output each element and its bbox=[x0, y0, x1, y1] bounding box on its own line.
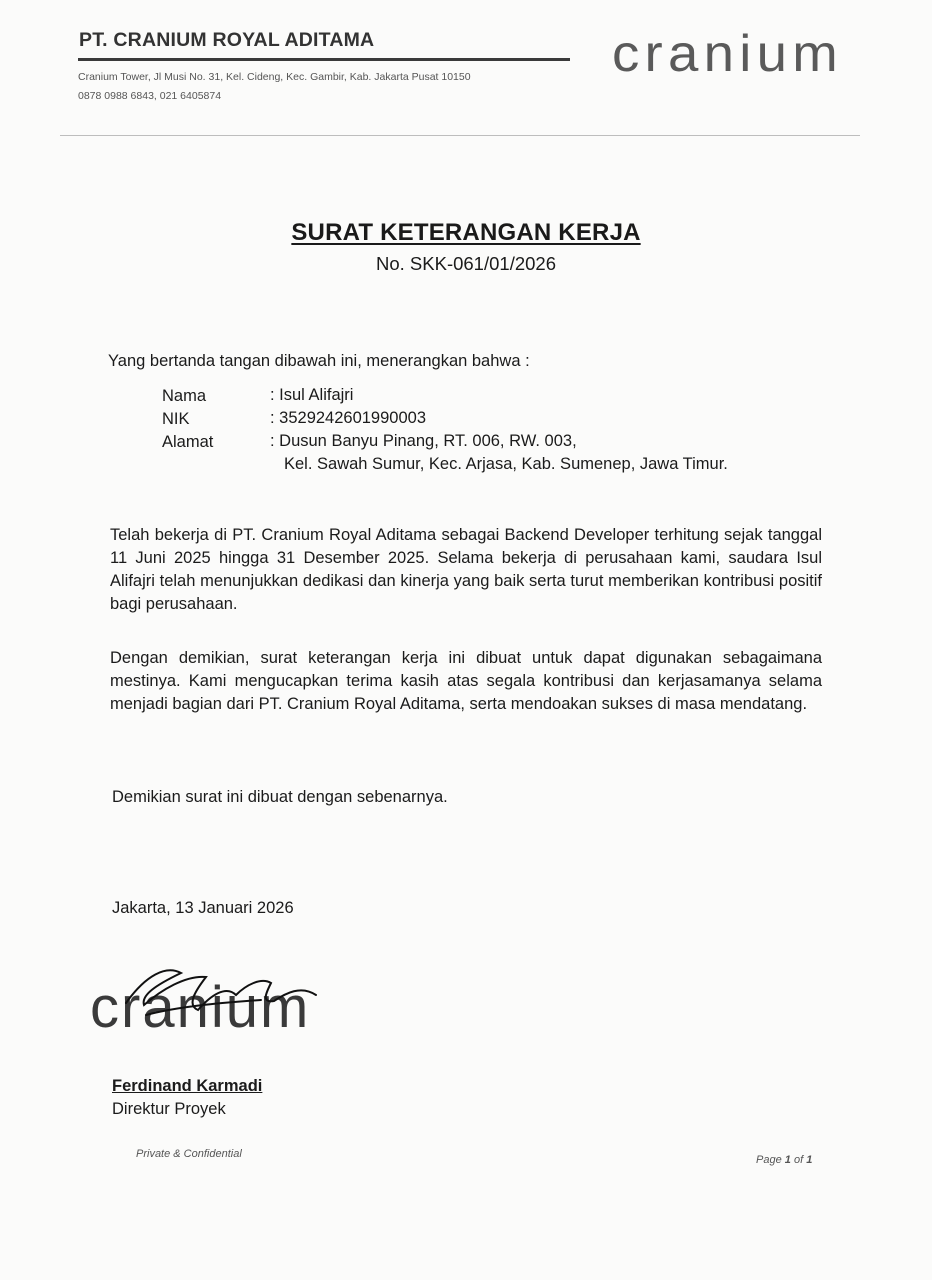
page-prefix: Page bbox=[756, 1154, 782, 1166]
page-of: of bbox=[793, 1154, 804, 1166]
document-number: No. SKK-061/01/2026 bbox=[376, 253, 556, 274]
field-value-alamat: : Dusun Banyu Pinang, RT. 006, RW. 003, bbox=[270, 432, 577, 450]
title-wrapper bbox=[0, 219, 932, 247]
page-total: 1 bbox=[806, 1154, 813, 1166]
company-logo: cranium bbox=[612, 25, 843, 83]
company-phone: 0878 0988 6843, 021 6405874 bbox=[78, 90, 222, 102]
page-indicator bbox=[756, 1154, 812, 1166]
signatory-name: Ferdinand Karmadi bbox=[112, 1077, 263, 1095]
place-date: Jakarta, 13 Januari 2026 bbox=[112, 899, 294, 917]
company-address: Cranium Tower, Jl Musi No. 31, Kel. Cideng, Kec. Gambir, Kab. Jakarta Pusat 10150 bbox=[78, 71, 471, 83]
field-value-nama: : Isul Alifajri bbox=[270, 386, 354, 404]
stamp-text: cranium bbox=[90, 975, 311, 1040]
confidential-note: Private & Confidential bbox=[136, 1148, 242, 1160]
closing-statement: Demikian surat ini dibuat dengan sebenarnya. bbox=[112, 788, 448, 806]
field-label-nik: NIK bbox=[162, 410, 190, 428]
field-label-alamat: Alamat bbox=[162, 433, 214, 451]
document-title: SURAT KETERANGAN KERJA bbox=[291, 219, 641, 246]
header-separator bbox=[60, 135, 860, 136]
field-value-alamat-line2: Kel. Sawah Sumur, Kec. Arjasa, Kab. Sumenep, Jawa Timur. bbox=[284, 455, 728, 473]
signature-stamp bbox=[86, 955, 376, 1045]
paragraph-closing-thanks: Dengan demikian, surat keterangan kerja ini dibuat untuk dapat digunakan sebagaimana mestinya. Kami mengucapkan terima kasih atas segala kontribusi dan kerjasamanya selama menjadi bagian dari PT. Cranium Royal Aditama, serta mendoakan sukses di masa mendatang. bbox=[110, 649, 822, 713]
field-value-nik: : 3529242601990003 bbox=[270, 409, 426, 427]
intro-text: Yang bertanda tangan dibawah ini, menerangkan bahwa : bbox=[108, 352, 530, 370]
signatory-position: Direktur Proyek bbox=[112, 1100, 226, 1118]
header-rule bbox=[78, 58, 570, 61]
field-label-nama: Nama bbox=[162, 387, 207, 405]
paragraph-employment: Telah bekerja di PT. Cranium Royal Aditama sebagai Backend Developer terhitung sejak tanggal 11 Juni 2025 hingga 31 Desember 2025. Selama bekerja di perusahaan kami, saudara Isul Alifajri telah menunjukkan dedikasi dan kinerja yang baik serta turut memberikan kontribusi positif bagi perusahaan. bbox=[110, 526, 822, 613]
page-current: 1 bbox=[784, 1154, 791, 1166]
company-name: PT. CRANIUM ROYAL ADITAMA bbox=[79, 29, 375, 51]
